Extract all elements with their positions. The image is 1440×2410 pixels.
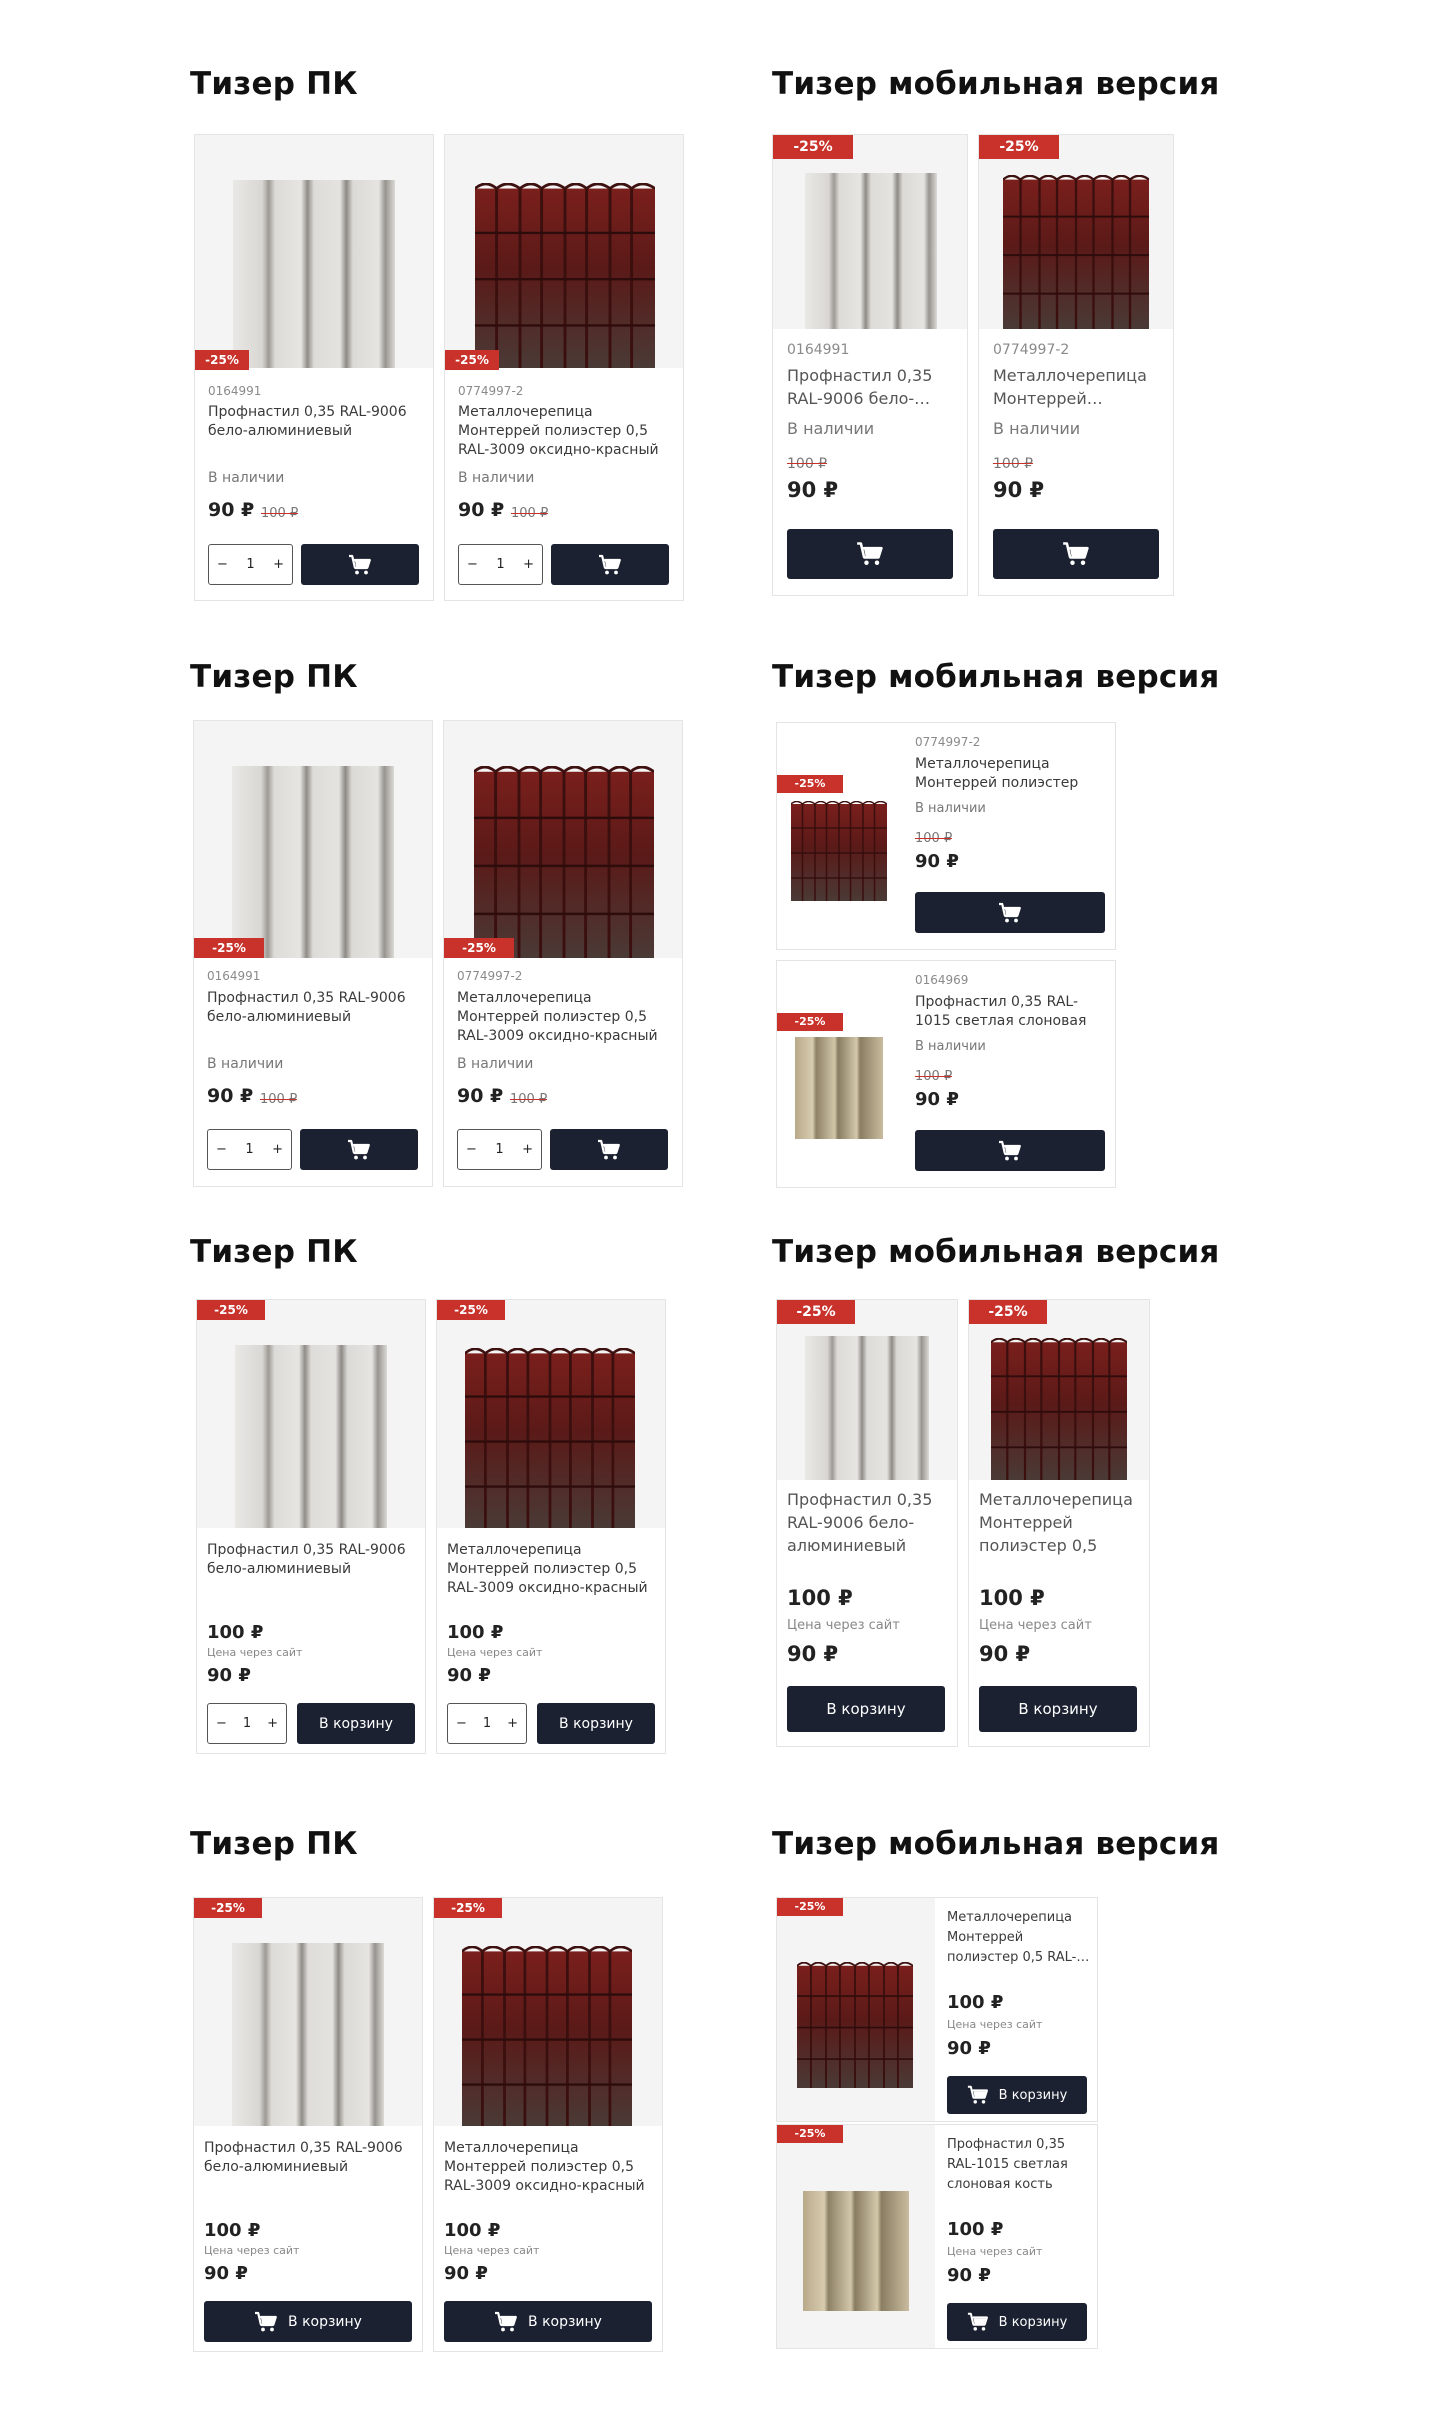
product-image[interactable] xyxy=(777,1300,957,1480)
section-heading-mobile: Тизер мобильная версия xyxy=(772,1234,1220,1270)
product-card-mobile-row[interactable] xyxy=(776,722,1116,950)
stock-status: В наличии xyxy=(993,419,1081,438)
cart-icon xyxy=(1062,540,1090,568)
product-name[interactable]: Металлочерепица Монтеррей полиэстер 0,5 RAL-3009 оксидно-красный xyxy=(444,2140,645,2194)
plus-button[interactable]: + xyxy=(267,1716,278,1731)
add-to-cart-button[interactable] xyxy=(947,2303,1087,2341)
full-price: 100 ₽ xyxy=(444,2220,501,2241)
quantity-stepper[interactable] xyxy=(207,1703,287,1744)
site-price-note: Цена через сайт xyxy=(204,2244,300,2257)
cart-button-label: В корзину xyxy=(559,1715,633,1732)
metal-tile-image xyxy=(797,1962,913,2088)
profile-sheet-image xyxy=(232,766,394,958)
discount-badge: -25% xyxy=(777,1300,855,1324)
product-image[interactable] xyxy=(445,135,683,368)
add-to-cart-button[interactable] xyxy=(537,1703,655,1744)
product-card-mobile[interactable] xyxy=(968,1299,1150,1747)
profile-sheet-image xyxy=(235,1345,387,1528)
metal-tile-image xyxy=(791,801,887,901)
section-heading-mobile: Тизер мобильная версия xyxy=(772,1826,1220,1862)
product-card[interactable] xyxy=(444,134,684,601)
stock-status: В наличии xyxy=(457,1056,534,1072)
discount-badge: -25% xyxy=(444,938,514,958)
add-to-cart-button[interactable] xyxy=(993,529,1159,579)
product-price: 90 ₽ xyxy=(447,1665,491,1686)
product-name[interactable]: Профнастил 0,35 RAL-9006 бело-алюминиевый xyxy=(207,1542,406,1577)
metal-tile-image xyxy=(475,183,655,368)
add-to-cart-button[interactable] xyxy=(300,1129,418,1170)
product-card-mobile-row[interactable] xyxy=(776,2124,1098,2349)
product-name[interactable]: Металлочерепица Монтеррей полиэстер 0,5 RAL-3009 оксидно-красный xyxy=(458,404,659,458)
cart-icon xyxy=(347,1138,371,1162)
add-to-cart-button[interactable] xyxy=(915,892,1105,933)
product-sku: 0164991 xyxy=(208,384,262,398)
discount-badge: -25% xyxy=(969,1300,1047,1324)
discount-badge: -25% xyxy=(194,1898,262,1918)
metal-tile-image xyxy=(1003,175,1149,329)
cart-button-label: В корзину xyxy=(998,2314,1068,2330)
site-price-note: Цена через сайт xyxy=(447,1646,543,1659)
stock-status: В наличии xyxy=(915,1039,986,1054)
add-to-cart-button[interactable] xyxy=(979,1686,1137,1732)
add-to-cart-button[interactable] xyxy=(551,544,669,585)
old-price: 100 ₽ xyxy=(915,831,953,846)
quantity-value[interactable]: 1 xyxy=(482,1716,492,1731)
cart-button-label: В корзину xyxy=(288,2313,362,2330)
cart-icon xyxy=(998,901,1022,925)
product-image[interactable] xyxy=(195,135,433,368)
quantity-value[interactable]: 1 xyxy=(242,1716,252,1731)
full-price: 100 ₽ xyxy=(947,2219,1004,2240)
cart-icon xyxy=(967,2311,989,2333)
add-to-cart-button[interactable] xyxy=(204,2301,412,2342)
product-image[interactable] xyxy=(434,1898,662,2126)
cart-icon xyxy=(254,2310,278,2334)
metal-tile-image xyxy=(991,1338,1127,1480)
product-image xyxy=(777,2125,935,2348)
quantity-value[interactable]: 1 xyxy=(246,557,255,572)
product-name[interactable]: Профнастил 0,35 RAL-1015 светлая слоновая xyxy=(915,994,1087,1029)
site-price-note: Цена через сайт xyxy=(947,2245,1043,2258)
cart-icon xyxy=(597,1138,621,1162)
product-image[interactable] xyxy=(194,1898,422,2126)
stock-status: В наличии xyxy=(207,1056,284,1072)
quantity-value[interactable]: 1 xyxy=(496,557,505,572)
product-price: 90 ₽ xyxy=(457,1085,504,1107)
site-price-note: Цена через сайт xyxy=(787,1618,900,1633)
old-price: 100 ₽ xyxy=(261,506,299,521)
product-price: 90 ₽ xyxy=(787,1642,839,1666)
product-sku: 0774997-2 xyxy=(457,969,523,983)
product-name[interactable]: Металлочерепица Монтеррей полиэстер 0,5 RAL-3009 оксидно-красный xyxy=(447,1542,648,1596)
full-price: 100 ₽ xyxy=(787,1586,853,1610)
profile-sheet-image xyxy=(232,1943,384,2126)
product-price: 90 ₽ xyxy=(993,478,1045,502)
section-heading-pc: Тизер ПК xyxy=(190,1826,358,1862)
metal-tile-image xyxy=(465,1348,635,1528)
minus-button[interactable]: − xyxy=(216,1716,227,1731)
product-price: 90 ₽ xyxy=(458,499,505,521)
product-name[interactable]: Профнастил 0,35 RAL-9006 бело-алюминиевый xyxy=(208,404,407,439)
product-image[interactable] xyxy=(444,721,682,958)
product-name[interactable]: Металлочерепица Монтеррей полиэстер 0,5 xyxy=(979,1490,1133,1555)
product-card-mobile[interactable] xyxy=(978,134,1174,596)
quantity-value[interactable]: 1 xyxy=(495,1142,504,1157)
product-sku: 0774997-2 xyxy=(458,384,524,398)
cart-icon xyxy=(856,540,884,568)
cart-icon xyxy=(494,2310,518,2334)
product-sku: 0774997-2 xyxy=(915,735,981,749)
product-image xyxy=(777,723,907,949)
product-image[interactable] xyxy=(194,721,432,958)
plus-button[interactable]: + xyxy=(507,1716,518,1731)
product-price: 90 ₽ xyxy=(915,1089,959,1110)
product-image[interactable] xyxy=(773,135,967,329)
stock-status: В наличии xyxy=(787,419,875,438)
product-price: 90 ₽ xyxy=(207,1085,254,1107)
section-heading-mobile: Тизер мобильная версия xyxy=(772,66,1220,102)
quantity-stepper[interactable] xyxy=(457,1129,542,1170)
minus-button[interactable]: − xyxy=(217,557,228,572)
product-price: 90 ₽ xyxy=(207,1665,251,1686)
add-to-cart-button[interactable] xyxy=(915,1130,1105,1171)
cart-icon xyxy=(967,2084,989,2106)
product-name[interactable]: Профнастил 0,35 RAL-9006 бело-алюминиевый xyxy=(207,990,406,1025)
site-price-note: Цена через сайт xyxy=(947,2018,1043,2031)
section-heading-pc: Тизер ПК xyxy=(190,659,358,695)
product-sku: 0164991 xyxy=(207,969,261,983)
cart-button-label: В корзину xyxy=(1018,1700,1098,1718)
product-card-mobile-row[interactable] xyxy=(776,1897,1098,2122)
product-sku: 0164969 xyxy=(915,973,969,987)
cart-button-label: В корзину xyxy=(528,2313,602,2330)
discount-badge: -25% xyxy=(197,1300,265,1320)
section-heading-pc: Тизер ПК xyxy=(190,1234,358,1270)
cart-icon xyxy=(998,1139,1022,1163)
product-card-mobile-row[interactable] xyxy=(776,960,1116,1188)
product-card[interactable] xyxy=(193,720,433,1187)
product-sku: 0774997-2 xyxy=(993,342,1070,358)
metal-tile-image xyxy=(474,766,654,958)
plus-button[interactable]: + xyxy=(273,557,284,572)
cart-button-label: В корзину xyxy=(998,2087,1068,2103)
product-card[interactable] xyxy=(193,1897,423,2352)
old-price: 100 ₽ xyxy=(510,1092,548,1107)
product-name[interactable]: Профнастил 0,35 RAL-9006 бело-алюминиевый xyxy=(204,2140,403,2175)
product-card-mobile[interactable] xyxy=(772,134,968,596)
add-to-cart-button[interactable] xyxy=(787,1686,945,1732)
discount-badge: -25% xyxy=(195,350,249,370)
section-heading-pc: Тизер ПК xyxy=(190,66,358,102)
old-price: 100 ₽ xyxy=(511,506,549,521)
plus-button[interactable]: + xyxy=(523,557,534,572)
product-card[interactable] xyxy=(194,134,434,601)
product-card[interactable] xyxy=(196,1299,426,1754)
stock-status: В наличии xyxy=(208,470,285,486)
product-card[interactable] xyxy=(436,1299,666,1754)
full-price: 100 ₽ xyxy=(979,1586,1045,1610)
quantity-stepper[interactable] xyxy=(447,1703,527,1744)
product-price: 90 ₽ xyxy=(947,2038,991,2059)
minus-button[interactable]: − xyxy=(216,1142,227,1157)
cart-button-label: В корзину xyxy=(826,1700,906,1718)
profile-sheet-image xyxy=(803,2191,909,2311)
stock-status: В наличии xyxy=(915,801,986,816)
product-name[interactable]: Профнастил 0,35 RAL-9006 бело-… xyxy=(787,366,933,408)
cart-button-label: В корзину xyxy=(319,1715,393,1732)
add-to-cart-button[interactable] xyxy=(301,544,419,585)
minus-button[interactable]: − xyxy=(456,1716,467,1731)
stock-status: В наличии xyxy=(458,470,535,486)
cart-icon xyxy=(598,553,622,577)
product-card-mobile[interactable] xyxy=(776,1299,958,1747)
site-price-note: Цена через сайт xyxy=(444,2244,540,2257)
product-image xyxy=(777,1898,935,2121)
product-name[interactable]: Профнастил 0,35 RAL-1015 светлая слоновая кость xyxy=(947,2137,1068,2192)
product-price: 90 ₽ xyxy=(915,851,959,872)
product-sku: 0164991 xyxy=(787,342,850,358)
product-card[interactable] xyxy=(433,1897,663,2352)
product-price: 90 ₽ xyxy=(979,1642,1031,1666)
plus-button[interactable]: + xyxy=(522,1142,533,1157)
quantity-value[interactable]: 1 xyxy=(245,1142,254,1157)
discount-badge: -25% xyxy=(979,135,1059,159)
product-card[interactable] xyxy=(443,720,683,1187)
minus-button[interactable]: − xyxy=(467,557,478,572)
product-name[interactable]: Металлочерепица Монтеррей полиэстер 0,5 RAL-… xyxy=(947,1910,1090,1965)
profile-sheet-image xyxy=(233,180,395,368)
site-price-note: Цена через сайт xyxy=(207,1646,303,1659)
add-to-cart-button[interactable] xyxy=(444,2301,652,2342)
product-image[interactable] xyxy=(979,135,1173,329)
discount-badge: -25% xyxy=(773,135,853,159)
add-to-cart-button[interactable] xyxy=(297,1703,415,1744)
product-name[interactable]: Профнастил 0,35 RAL-9006 бело-алюминиевый xyxy=(787,1490,933,1555)
old-price: 100 ₽ xyxy=(915,1069,953,1084)
product-price: 90 ₽ xyxy=(444,2263,488,2284)
product-price: 90 ₽ xyxy=(204,2263,248,2284)
cart-icon xyxy=(348,553,372,577)
add-to-cart-button[interactable] xyxy=(787,529,953,579)
full-price: 100 ₽ xyxy=(204,2220,261,2241)
metal-tile-image xyxy=(462,1946,632,2126)
minus-button[interactable]: − xyxy=(466,1142,477,1157)
discount-badge: -25% xyxy=(777,1898,843,1916)
product-name[interactable]: Металлочерепица Монтеррей… xyxy=(993,366,1147,408)
plus-button[interactable]: + xyxy=(272,1142,283,1157)
add-to-cart-button[interactable] xyxy=(550,1129,668,1170)
profile-sheet-image xyxy=(805,1336,929,1480)
site-price-note: Цена через сайт xyxy=(979,1618,1092,1633)
full-price: 100 ₽ xyxy=(207,1622,264,1643)
quantity-stepper[interactable] xyxy=(208,544,293,585)
product-price: 90 ₽ xyxy=(208,499,255,521)
profile-sheet-image xyxy=(805,173,937,329)
section-heading-mobile: Тизер мобильная версия xyxy=(772,659,1220,695)
old-price: 100 ₽ xyxy=(993,456,1034,472)
old-price: 100 ₽ xyxy=(787,456,828,472)
product-price: 90 ₽ xyxy=(787,478,839,502)
discount-badge: -25% xyxy=(434,1898,502,1918)
product-image[interactable] xyxy=(437,1300,665,1528)
discount-badge: -25% xyxy=(777,775,843,793)
full-price: 100 ₽ xyxy=(447,1622,504,1643)
product-name[interactable]: Металлочерепица Монтеррей полиэстер xyxy=(915,756,1079,791)
discount-badge: -25% xyxy=(437,1300,505,1320)
product-price: 90 ₽ xyxy=(947,2265,991,2286)
old-price: 100 ₽ xyxy=(260,1092,298,1107)
quantity-stepper[interactable] xyxy=(207,1129,292,1170)
profile-sheet-image xyxy=(795,1037,883,1139)
product-image[interactable] xyxy=(197,1300,425,1528)
product-name[interactable]: Металлочерепица Монтеррей полиэстер 0,5 RAL-3009 оксидно-красный xyxy=(457,990,658,1044)
product-image xyxy=(777,961,907,1187)
discount-badge: -25% xyxy=(445,350,499,370)
discount-badge: -25% xyxy=(194,938,264,958)
add-to-cart-button[interactable] xyxy=(947,2076,1087,2114)
product-image[interactable] xyxy=(969,1300,1149,1480)
quantity-stepper[interactable] xyxy=(458,544,543,585)
full-price: 100 ₽ xyxy=(947,1992,1004,2013)
discount-badge: -25% xyxy=(777,2125,843,2143)
discount-badge: -25% xyxy=(777,1013,843,1031)
